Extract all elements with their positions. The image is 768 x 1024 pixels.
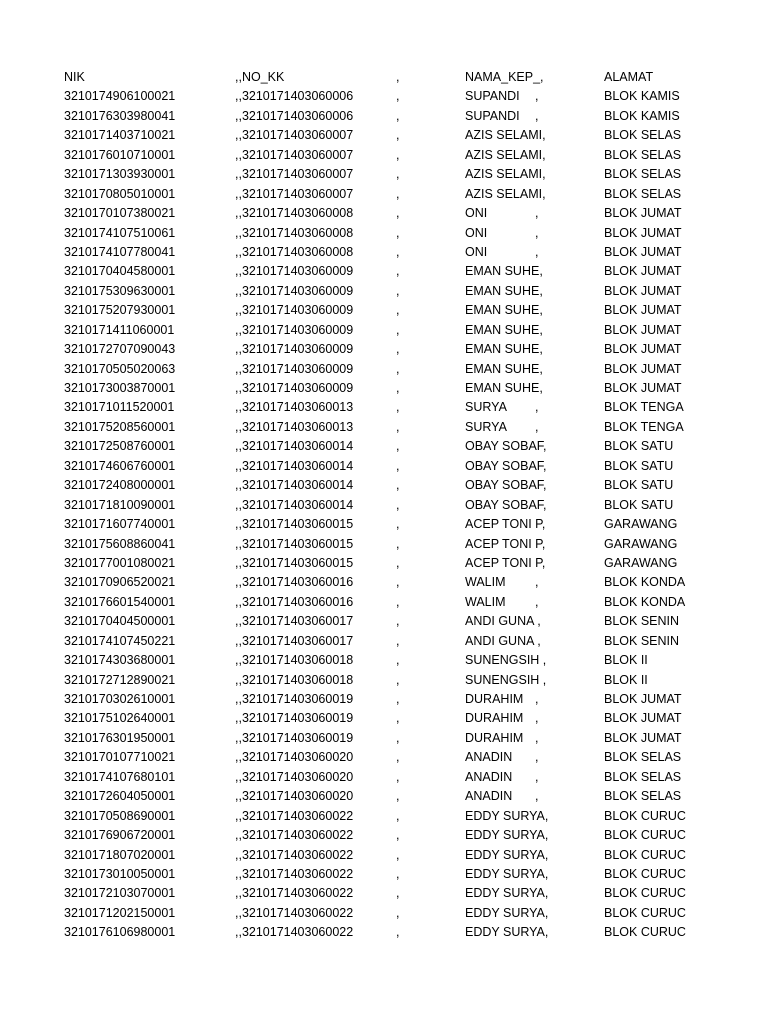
- cell-no-kk: ,,3210171403060008: [235, 225, 354, 240]
- cell-nik: 3210170302610001: [64, 692, 176, 706]
- cell-separator: ,: [396, 594, 400, 609]
- cell-alamat: BLOK TENGA: [604, 419, 684, 434]
- cell-separator: ,: [396, 925, 400, 940]
- table-row: [0, 768, 768, 787]
- cell-nik: 3210174906100021: [64, 89, 176, 104]
- cell-nama-kep: OBAY SOBAF,: [465, 478, 547, 493]
- cell-no-kk: ,,3210171403060016: [235, 594, 354, 609]
- table-row: [0, 709, 768, 728]
- cell-no-kk: ,,3210171403060006: [235, 108, 354, 123]
- cell-no-kk: ,,3210171403060019: [235, 711, 354, 726]
- cell-nama-kep: ANADIN: [465, 789, 513, 804]
- header-nama-kep: NAMA_KEP_,: [465, 70, 544, 84]
- cell-alamat: BLOK JUMAT: [604, 244, 682, 259]
- cell-comma: ,: [535, 711, 539, 726]
- header-nik: NIK: [64, 70, 85, 84]
- table-row: [0, 515, 768, 534]
- cell-nik: 3210172604050001: [64, 789, 176, 804]
- table-row: [0, 651, 768, 670]
- cell-no-kk: ,,3210171403060014: [235, 458, 354, 473]
- cell-separator: ,: [396, 905, 400, 920]
- cell-separator: ,: [396, 497, 400, 512]
- table-row: [0, 729, 768, 748]
- cell-nama-kep: AZIS SELAMI,: [465, 128, 546, 143]
- cell-alamat: BLOK JUMAT: [604, 264, 682, 279]
- cell-comma: ,: [535, 419, 539, 434]
- cell-nama-kep: ONI: [465, 206, 488, 221]
- cell-nama-kep: EMAN SUHE,: [465, 361, 543, 376]
- cell-nama-kep: WALIM: [465, 594, 506, 609]
- cell-nik: 3210170404580001: [64, 264, 176, 279]
- cell-separator: ,: [396, 692, 400, 706]
- cell-nama-kep: EMAN SUHE,: [465, 322, 543, 337]
- cell-no-kk: ,,3210171403060022: [235, 808, 354, 823]
- cell-alamat: BLOK CURUC: [604, 808, 686, 823]
- cell-no-kk: ,,3210171403060009: [235, 264, 354, 279]
- cell-separator: ,: [396, 866, 400, 881]
- cell-nama-kep: ANADIN: [465, 750, 513, 765]
- cell-nik: 3210170805010001: [64, 186, 176, 201]
- cell-no-kk: ,,3210171403060020: [235, 789, 354, 804]
- cell-alamat: BLOK JUMAT: [604, 730, 682, 745]
- header-row: [0, 68, 768, 87]
- cell-alamat: BLOK SENIN: [604, 614, 680, 629]
- cell-nama-kep: ONI: [465, 225, 488, 240]
- cell-nik: 3210176906720001: [64, 828, 176, 843]
- table-row: [0, 107, 768, 126]
- cell-no-kk: ,,3210171403060009: [235, 361, 354, 376]
- cell-nik: 3210176301950001: [64, 730, 176, 745]
- table-row: [0, 146, 768, 165]
- cell-nik: 3210174606760001: [64, 458, 176, 473]
- cell-nik: 3210177001080021: [64, 555, 176, 570]
- cell-nama-kep: SUPANDI: [465, 89, 520, 104]
- header-alamat: ALAMAT: [604, 70, 654, 84]
- cell-nama-kep: EDDY SURYA,: [465, 866, 549, 881]
- cell-alamat: BLOK JUMAT: [604, 711, 682, 726]
- cell-nik: 3210174303680001: [64, 653, 176, 668]
- cell-nama-kep: DURAHIM: [465, 692, 524, 706]
- header-no-kk: ,,NO_KK: [235, 70, 285, 84]
- cell-no-kk: ,,3210171403060017: [235, 614, 354, 629]
- cell-nama-kep: EMAN SUHE,: [465, 264, 543, 279]
- cell-nik: 3210170505020063: [64, 361, 176, 376]
- cell-nama-kep: EDDY SURYA,: [465, 905, 549, 920]
- cell-comma: ,: [535, 108, 539, 123]
- cell-nama-kep: SURYA: [465, 400, 507, 415]
- cell-separator: ,: [396, 886, 400, 901]
- cell-separator: ,: [396, 789, 400, 804]
- table-row: [0, 457, 768, 476]
- cell-nama-kep: EDDY SURYA,: [465, 828, 549, 843]
- cell-alamat: BLOK KONDA: [604, 594, 686, 609]
- cell-nik: 3210173003870001: [64, 381, 176, 395]
- cell-nik: 3210176601540001: [64, 594, 176, 609]
- cell-nama-kep: EDDY SURYA,: [465, 847, 549, 862]
- cell-no-kk: ,,3210171403060017: [235, 633, 354, 648]
- cell-alamat: BLOK SELAS: [604, 147, 682, 162]
- table-row: [0, 593, 768, 612]
- table-row: [0, 185, 768, 204]
- cell-nama-kep: ANADIN: [465, 769, 513, 784]
- cell-separator: ,: [396, 186, 400, 201]
- cell-no-kk: ,,3210171403060015: [235, 555, 354, 570]
- cell-separator: ,: [396, 264, 400, 279]
- cell-alamat: BLOK SATU: [604, 439, 674, 454]
- cell-no-kk: ,,3210171403060007: [235, 167, 354, 182]
- cell-nik: 3210175608860041: [64, 536, 176, 551]
- cell-separator: ,: [396, 750, 400, 765]
- cell-nama-kep: ANDI GUNA ,: [465, 614, 541, 629]
- cell-separator: ,: [396, 847, 400, 862]
- cell-nama-kep: EMAN SUHE,: [465, 381, 543, 395]
- cell-no-kk: ,,3210171403060020: [235, 769, 354, 784]
- cell-separator: ,: [396, 517, 400, 532]
- cell-nama-kep: DURAHIM: [465, 730, 524, 745]
- cell-separator: ,: [396, 808, 400, 823]
- table-row: [0, 126, 768, 145]
- table-row: [0, 437, 768, 456]
- cell-nik: 3210171607740001: [64, 517, 176, 532]
- header-separator: ,: [396, 70, 400, 84]
- cell-separator: ,: [396, 128, 400, 143]
- cell-separator: ,: [396, 711, 400, 726]
- cell-alamat: BLOK CURUC: [604, 828, 686, 843]
- cell-no-kk: ,,3210171403060016: [235, 575, 354, 590]
- cell-separator: ,: [396, 458, 400, 473]
- cell-separator: ,: [396, 633, 400, 648]
- cell-no-kk: ,,3210171403060022: [235, 925, 354, 940]
- cell-comma: ,: [535, 206, 539, 221]
- table-row: [0, 87, 768, 106]
- cell-no-kk: ,,3210171403060014: [235, 497, 354, 512]
- cell-no-kk: ,,3210171403060018: [235, 672, 354, 687]
- cell-nama-kep: ANDI GUNA ,: [465, 633, 541, 648]
- cell-nik: 3210175207930001: [64, 303, 176, 318]
- cell-alamat: BLOK TENGA: [604, 400, 684, 415]
- cell-no-kk: ,,3210171403060007: [235, 186, 354, 201]
- table-row: [0, 496, 768, 515]
- cell-no-kk: ,,3210171403060020: [235, 750, 354, 765]
- cell-separator: ,: [396, 225, 400, 240]
- cell-alamat: BLOK SATU: [604, 458, 674, 473]
- cell-separator: ,: [396, 555, 400, 570]
- table-row: [0, 632, 768, 651]
- cell-no-kk: ,,3210171403060013: [235, 419, 354, 434]
- cell-alamat: BLOK II: [604, 672, 648, 687]
- table-row: [0, 612, 768, 631]
- table-row: [0, 243, 768, 262]
- cell-no-kk: ,,3210171403060009: [235, 322, 354, 337]
- cell-no-kk: ,,3210171403060009: [235, 381, 354, 395]
- cell-alamat: BLOK JUMAT: [604, 303, 682, 318]
- cell-separator: ,: [396, 536, 400, 551]
- cell-nik: 3210171303930001: [64, 167, 176, 182]
- cell-separator: ,: [396, 206, 400, 221]
- cell-nik: 3210174107780041: [64, 244, 176, 259]
- cell-separator: ,: [396, 322, 400, 337]
- table-row: [0, 204, 768, 223]
- table-row: [0, 282, 768, 301]
- cell-comma: ,: [535, 244, 539, 259]
- cell-nik: 3210175309630001: [64, 283, 176, 298]
- cell-alamat: BLOK CURUC: [604, 847, 686, 862]
- cell-alamat: BLOK CURUC: [604, 886, 686, 901]
- table-row: [0, 884, 768, 903]
- cell-nama-kep: WALIM: [465, 575, 506, 590]
- cell-comma: ,: [535, 594, 539, 609]
- table-row: [0, 398, 768, 417]
- cell-separator: ,: [396, 419, 400, 434]
- cell-no-kk: ,,3210171403060015: [235, 517, 354, 532]
- cell-separator: ,: [396, 730, 400, 745]
- cell-alamat: BLOK SELAS: [604, 167, 682, 182]
- cell-no-kk: ,,3210171403060009: [235, 342, 354, 357]
- table-row: [0, 321, 768, 340]
- cell-alamat: BLOK JUMAT: [604, 322, 682, 337]
- cell-nama-kep: EMAN SUHE,: [465, 342, 543, 357]
- table-body: [0, 87, 768, 942]
- table-row: [0, 690, 768, 709]
- cell-alamat: BLOK II: [604, 653, 648, 668]
- cell-separator: ,: [396, 381, 400, 395]
- cell-alamat: BLOK KAMIS: [604, 108, 680, 123]
- table-row: [0, 671, 768, 690]
- cell-alamat: BLOK SELAS: [604, 128, 682, 143]
- cell-no-kk: ,,3210171403060009: [235, 283, 354, 298]
- cell-no-kk: ,,3210171403060014: [235, 439, 354, 454]
- cell-comma: ,: [535, 750, 539, 765]
- cell-nama-kep: OBAY SOBAF,: [465, 497, 547, 512]
- table-row: [0, 224, 768, 243]
- cell-separator: ,: [396, 283, 400, 298]
- table-row: [0, 748, 768, 767]
- cell-alamat: BLOK SATU: [604, 478, 674, 493]
- cell-alamat: GARAWANG: [604, 536, 678, 551]
- cell-no-kk: ,,3210171403060022: [235, 905, 354, 920]
- cell-nik: 3210171810090001: [64, 497, 176, 512]
- table-row: [0, 846, 768, 865]
- cell-separator: ,: [396, 828, 400, 843]
- table-row: [0, 379, 768, 398]
- cell-alamat: BLOK JUMAT: [604, 342, 682, 357]
- cell-nik: 3210172408000001: [64, 478, 176, 493]
- cell-comma: ,: [535, 692, 539, 706]
- cell-nama-kep: ACEP TONI P,: [465, 536, 546, 551]
- cell-nik: 3210170906520021: [64, 575, 176, 590]
- cell-separator: ,: [396, 89, 400, 104]
- cell-alamat: BLOK KAMIS: [604, 89, 680, 104]
- cell-no-kk: ,,3210171403060008: [235, 244, 354, 259]
- cell-nik: 3210175102640001: [64, 711, 176, 726]
- cell-separator: ,: [396, 614, 400, 629]
- cell-separator: ,: [396, 244, 400, 259]
- cell-nama-kep: SUPANDI: [465, 108, 520, 123]
- cell-no-kk: ,,3210171403060015: [235, 536, 354, 551]
- cell-separator: ,: [396, 342, 400, 357]
- cell-nik: 3210171202150001: [64, 905, 176, 920]
- cell-separator: ,: [396, 108, 400, 123]
- cell-comma: ,: [535, 789, 539, 804]
- cell-comma: ,: [535, 225, 539, 240]
- table-row: [0, 904, 768, 923]
- cell-alamat: BLOK SELAS: [604, 769, 682, 784]
- cell-nik: 3210170508690001: [64, 808, 176, 823]
- cell-nama-kep: ONI: [465, 244, 488, 259]
- cell-nik: 3210176303980041: [64, 108, 176, 123]
- cell-nik: 3210176106980001: [64, 925, 176, 940]
- cell-nik: 3210174107680101: [64, 769, 176, 784]
- cell-separator: ,: [396, 147, 400, 162]
- cell-nik: 3210170404500001: [64, 614, 176, 629]
- cell-nama-kep: OBAY SOBAF,: [465, 439, 547, 454]
- cell-separator: ,: [396, 478, 400, 493]
- cell-separator: ,: [396, 439, 400, 454]
- cell-nama-kep: AZIS SELAMI,: [465, 147, 546, 162]
- table-row: [0, 554, 768, 573]
- cell-separator: ,: [396, 769, 400, 784]
- data-sheet: [0, 68, 768, 943]
- cell-alamat: BLOK JUMAT: [604, 206, 682, 221]
- cell-comma: ,: [535, 89, 539, 104]
- cell-nama-kep: SURYA: [465, 419, 507, 434]
- table-row: [0, 535, 768, 554]
- cell-nik: 3210172508760001: [64, 439, 176, 454]
- cell-nik: 3210176010710001: [64, 147, 176, 162]
- table-row: [0, 360, 768, 379]
- cell-comma: ,: [535, 730, 539, 745]
- cell-alamat: BLOK SENIN: [604, 633, 680, 648]
- cell-no-kk: ,,3210171403060007: [235, 147, 354, 162]
- table-row: [0, 340, 768, 359]
- cell-alamat: BLOK JUMAT: [604, 692, 682, 706]
- cell-nik: 3210174107510061: [64, 225, 176, 240]
- cell-nama-kep: SUNENGSIH ,: [465, 653, 547, 668]
- table-row: [0, 573, 768, 592]
- table-row: [0, 476, 768, 495]
- cell-no-kk: ,,3210171403060008: [235, 206, 354, 221]
- table-row: [0, 301, 768, 320]
- cell-alamat: BLOK SELAS: [604, 186, 682, 201]
- cell-comma: ,: [535, 400, 539, 415]
- cell-nik: 3210172707090043: [64, 342, 176, 357]
- cell-no-kk: ,,3210171403060022: [235, 828, 354, 843]
- cell-comma: ,: [535, 769, 539, 784]
- cell-nama-kep: EMAN SUHE,: [465, 283, 543, 298]
- cell-separator: ,: [396, 167, 400, 182]
- cell-no-kk: ,,3210171403060019: [235, 692, 354, 706]
- cell-comma: ,: [535, 575, 539, 590]
- cell-nik: 3210175208560001: [64, 419, 176, 434]
- cell-alamat: BLOK JUMAT: [604, 283, 682, 298]
- cell-separator: ,: [396, 672, 400, 687]
- table-row: [0, 807, 768, 826]
- cell-nik: 3210171411060001: [64, 322, 175, 337]
- cell-no-kk: ,,3210171403060013: [235, 400, 354, 415]
- cell-alamat: BLOK JUMAT: [604, 381, 682, 395]
- table-row: [0, 262, 768, 281]
- cell-nik: 3210170107710021: [64, 750, 176, 765]
- table-row: [0, 923, 768, 942]
- cell-alamat: BLOK CURUC: [604, 905, 686, 920]
- cell-separator: ,: [396, 653, 400, 668]
- cell-no-kk: ,,3210171403060006: [235, 89, 354, 104]
- cell-nama-kep: EDDY SURYA,: [465, 925, 549, 940]
- cell-alamat: GARAWANG: [604, 517, 678, 532]
- cell-nik: 3210172103070001: [64, 886, 176, 901]
- cell-alamat: BLOK JUMAT: [604, 225, 682, 240]
- cell-alamat: BLOK KONDA: [604, 575, 686, 590]
- cell-nik: 3210171807020001: [64, 847, 176, 862]
- cell-separator: ,: [396, 303, 400, 318]
- cell-no-kk: ,,3210171403060007: [235, 128, 354, 143]
- cell-separator: ,: [396, 575, 400, 590]
- table-row: [0, 787, 768, 806]
- cell-nama-kep: ACEP TONI P,: [465, 555, 546, 570]
- cell-separator: ,: [396, 400, 400, 415]
- cell-alamat: GARAWANG: [604, 555, 678, 570]
- cell-nik: 3210174107450221: [64, 633, 176, 648]
- cell-no-kk: ,,3210171403060009: [235, 303, 354, 318]
- cell-no-kk: ,,3210171403060022: [235, 866, 354, 881]
- cell-nik: 3210170107380021: [64, 206, 176, 221]
- cell-no-kk: ,,3210171403060014: [235, 478, 354, 493]
- cell-nama-kep: AZIS SELAMI,: [465, 186, 546, 201]
- cell-nama-kep: SUNENGSIH ,: [465, 672, 547, 687]
- cell-alamat: BLOK SELAS: [604, 789, 682, 804]
- cell-nama-kep: EDDY SURYA,: [465, 886, 549, 901]
- cell-nama-kep: EMAN SUHE,: [465, 303, 543, 318]
- cell-alamat: BLOK JUMAT: [604, 361, 682, 376]
- cell-no-kk: ,,3210171403060018: [235, 653, 354, 668]
- cell-nama-kep: DURAHIM: [465, 711, 524, 726]
- cell-separator: ,: [396, 361, 400, 376]
- cell-no-kk: ,,3210171403060019: [235, 730, 354, 745]
- cell-no-kk: ,,3210171403060022: [235, 886, 354, 901]
- table-row: [0, 165, 768, 184]
- cell-nama-kep: ACEP TONI P,: [465, 517, 546, 532]
- cell-alamat: BLOK SELAS: [604, 750, 682, 765]
- cell-alamat: BLOK CURUC: [604, 866, 686, 881]
- cell-nik: 3210173010050001: [64, 866, 176, 881]
- table-row: [0, 826, 768, 845]
- cell-nik: 3210172712890021: [64, 672, 176, 687]
- cell-no-kk: ,,3210171403060022: [235, 847, 354, 862]
- cell-alamat: BLOK CURUC: [604, 925, 686, 940]
- table-row: [0, 865, 768, 884]
- table-row: [0, 418, 768, 437]
- cell-alamat: BLOK SATU: [604, 497, 674, 512]
- cell-nama-kep: OBAY SOBAF,: [465, 458, 547, 473]
- cell-nama-kep: AZIS SELAMI,: [465, 167, 546, 182]
- cell-nik: 3210171403710021: [64, 128, 176, 143]
- cell-nik: 3210171011520001: [64, 400, 175, 415]
- cell-nama-kep: EDDY SURYA,: [465, 808, 549, 823]
